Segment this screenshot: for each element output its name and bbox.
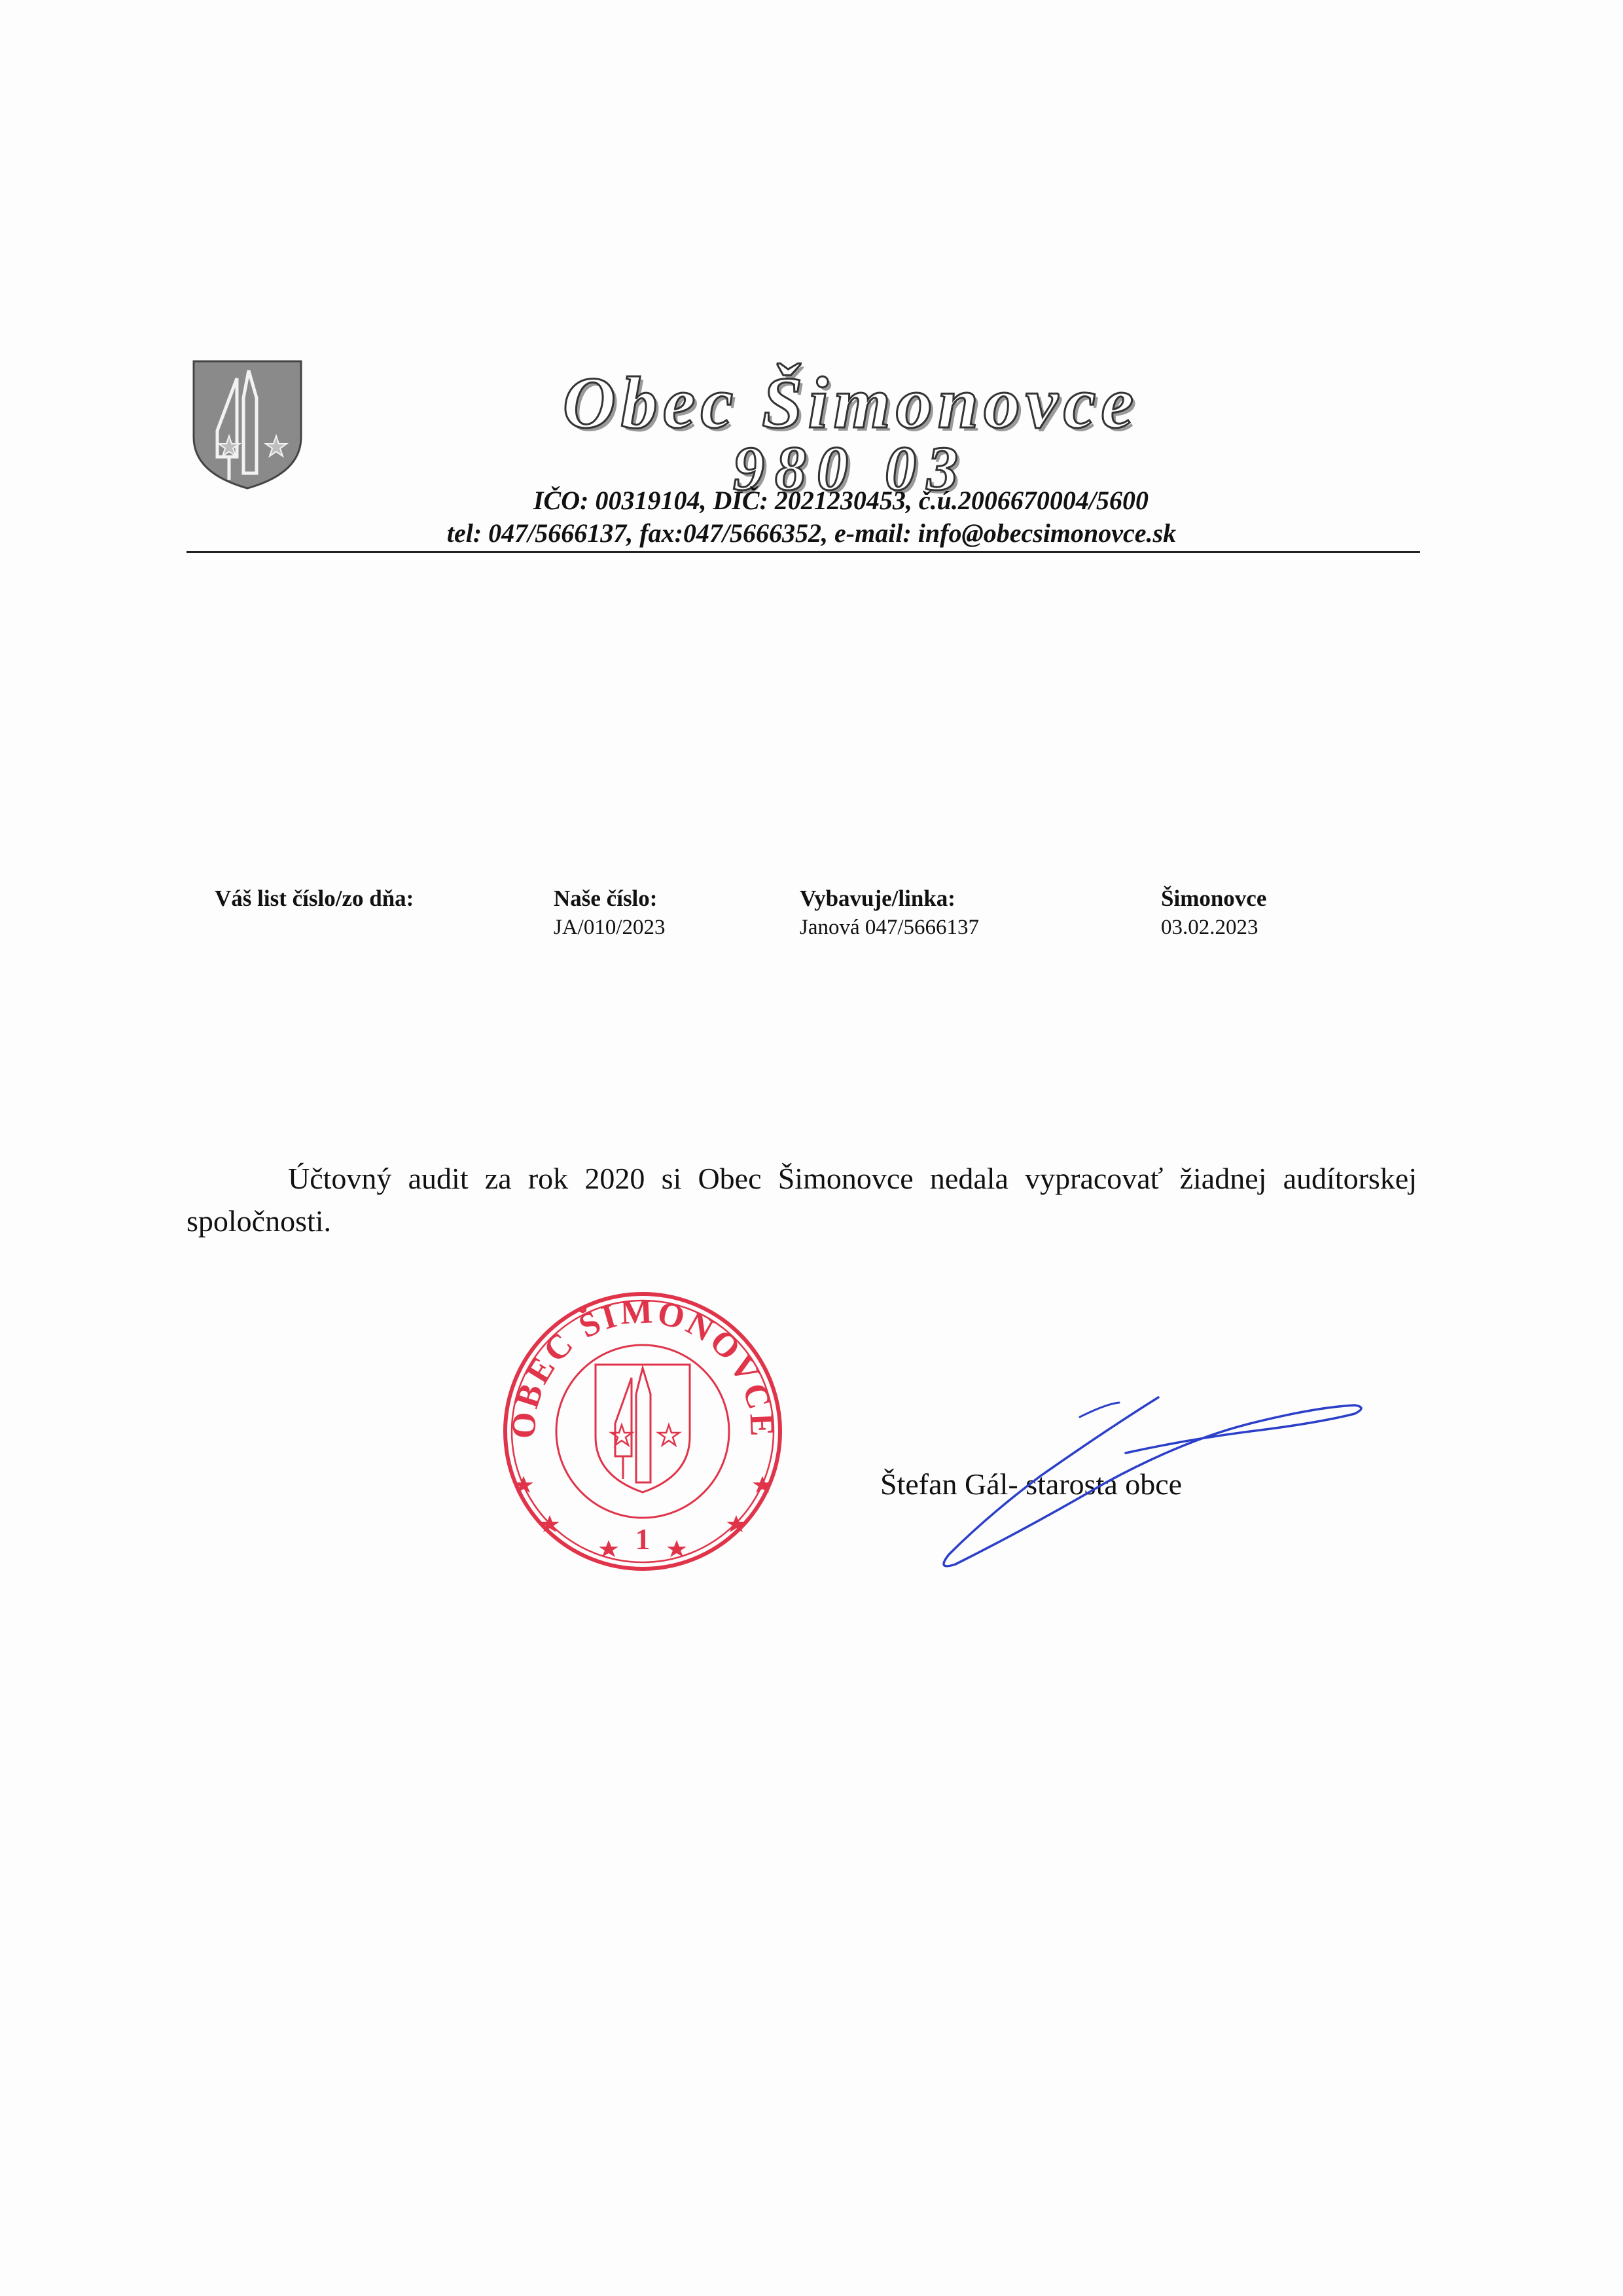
organization-name: Obec Šimonovce xyxy=(562,363,1139,444)
reference-place-date xyxy=(1161,884,1266,941)
reference-our-number xyxy=(554,884,666,941)
header-divider xyxy=(187,551,1420,553)
stamp-number: 1 xyxy=(635,1522,651,1556)
place-label: Šimonovce xyxy=(1161,886,1267,911)
date-value: 03.02.2023 xyxy=(1161,915,1258,939)
handled-by-value: Janová 047/5666137 xyxy=(800,915,980,939)
official-stamp xyxy=(497,1286,789,1577)
your-letter-label: Váš list číslo/zo dňa: xyxy=(215,886,414,911)
handwritten-signature xyxy=(910,1378,1381,1594)
our-number-label: Naše číslo: xyxy=(554,886,658,911)
contact-info: tel: 047/5666137, fax:047/5666352, e-mail: info@obecsimonovce.sk xyxy=(446,518,1177,548)
postal-code: 980 03 xyxy=(733,433,969,503)
our-number-value: JA/010/2023 xyxy=(554,915,666,939)
stamp-text: OBEC ŠIMONOVCE xyxy=(505,1293,781,1440)
organization-ids: IČO: 00319104, DIČ: 2021230453, č.ú.2006670004/5600 xyxy=(533,486,1149,515)
letter-body: Účtovný audit za rok 2020 si Obec Šimonovce nedala vypracovať žiadnej audítorskej spoločnosti. xyxy=(187,1162,1417,1238)
reference-your-letter xyxy=(215,884,414,914)
reference-handled-by xyxy=(800,884,979,941)
handled-by-label: Vybavuje/linka: xyxy=(800,886,955,911)
signer-name: Štefan Gál- starosta obce xyxy=(880,1467,1183,1501)
